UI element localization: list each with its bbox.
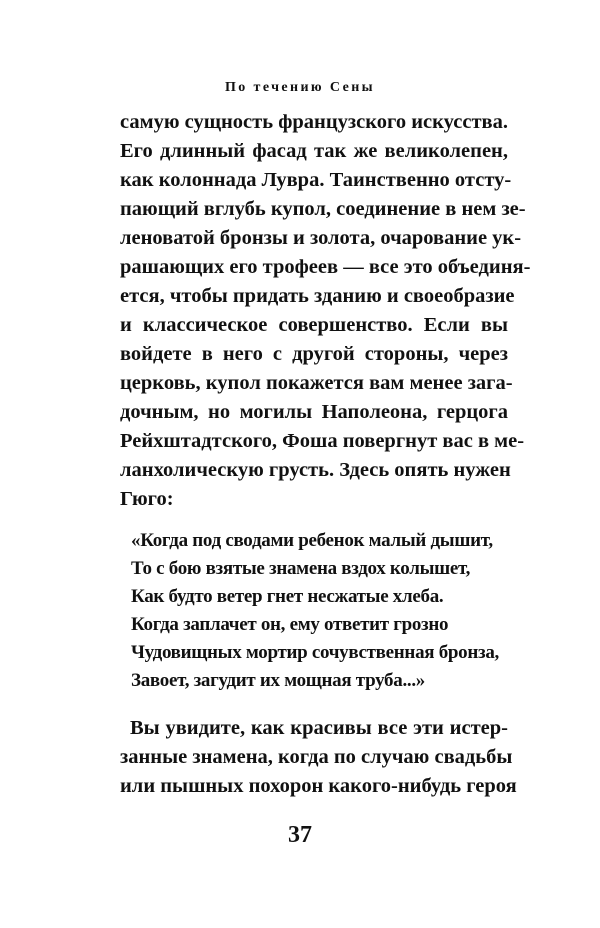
verse-line: То с бою взятые знамена вздох колышет, <box>131 558 471 579</box>
text-line: войдете в него с другой стороны, через <box>120 343 508 365</box>
text-line: рашающих его трофеев — все это объединя- <box>120 256 531 278</box>
running-header: По течению Сены <box>224 80 376 95</box>
verse-line: Чудовищных мортир сочувственная бронза, <box>131 642 500 663</box>
text-line: церковь, купол покажется вам менее зага- <box>120 372 513 394</box>
text-line: леноватой бронзы и золота, очарование ук- <box>120 227 522 249</box>
text-line: самую сущность французского искусства. <box>120 111 508 133</box>
text-line: пающий вглубь купол, соединение в нем зе- <box>120 198 526 220</box>
verse-line: Как будто ветер гнет несжатые хлеба. <box>131 586 444 607</box>
text-line: ланхолическую грусть. Здесь опять нужен <box>120 459 511 481</box>
text-line: как колоннада Лувра. Таинственно отсту- <box>120 169 512 191</box>
verse-line: Когда заплачет он, ему ответит грозно <box>131 614 449 635</box>
text-line: Его длинный фасад так же великолепен, <box>120 140 508 162</box>
verse-line: «Когда под сводами ребенок малый дышит, <box>131 530 493 551</box>
text-line: Рейхштадтского, Фоша повергнут вас в ме- <box>120 430 525 452</box>
text-line: дочным, но могилы Наполеона, герцога <box>120 401 508 423</box>
page-number: 37 <box>288 822 312 848</box>
text-line: Гюго: <box>120 488 174 510</box>
text-line: ется, чтобы придать зданию и своеобразие <box>120 285 515 307</box>
verse-line: Завоет, загудит их мощная труба...» <box>131 670 425 691</box>
text-line: Вы увидите, как красивы все эти истер- <box>130 717 508 739</box>
text-line: и классическое совершенство. Если вы <box>120 314 508 336</box>
text-line: или пышных похорон какого-нибудь героя <box>120 775 517 797</box>
text-line: занные знамена, когда по случаю свадьбы <box>120 746 513 768</box>
